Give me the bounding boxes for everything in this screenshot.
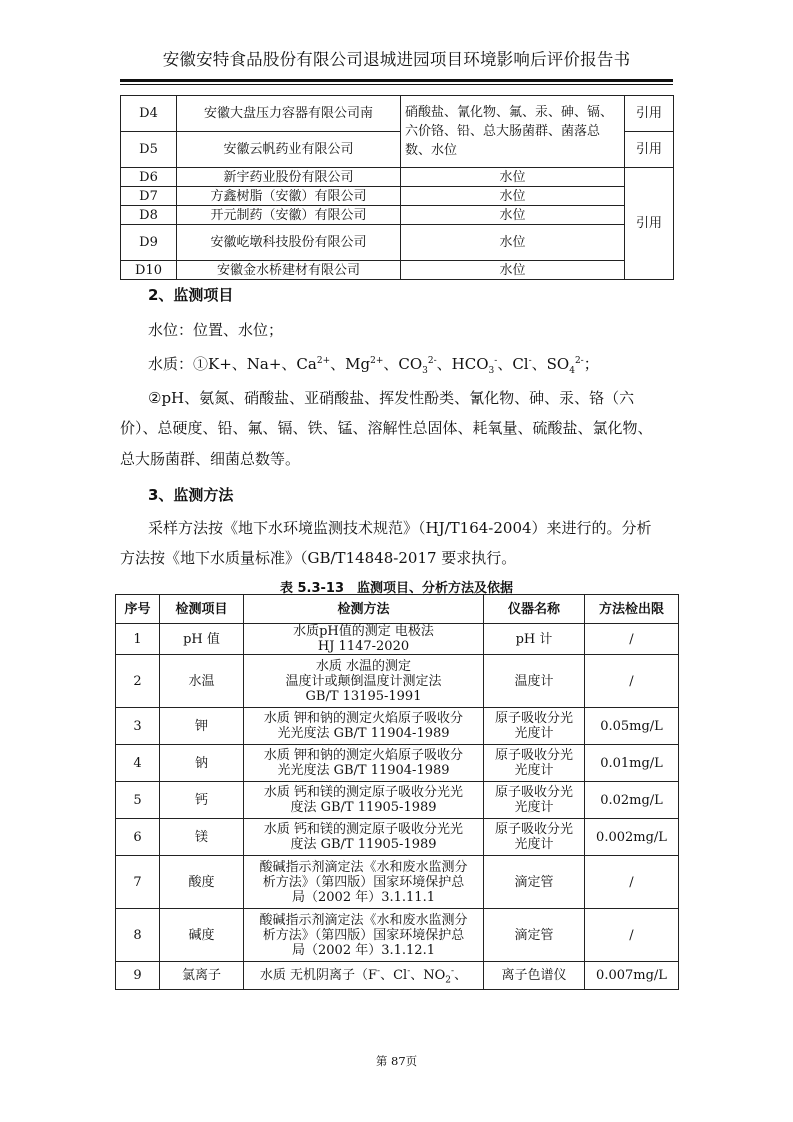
row-no-line: 3 (133, 718, 142, 734)
row-item (160, 745, 244, 782)
row-no (116, 782, 160, 819)
monitoring-points-table (120, 95, 674, 280)
row-method-line: 水质 钾和钠的测定火焰原子吸收分 (263, 748, 464, 763)
row-method-line: 度法 GB/T 11905-1989 (290, 800, 437, 815)
row-no-line: 8 (133, 927, 142, 943)
row-instrument-line: 滴定管 (514, 874, 554, 890)
row-instrument (484, 708, 585, 745)
row-limit (585, 745, 679, 782)
row-no (116, 655, 160, 708)
row-no-line: 6 (133, 829, 142, 845)
table-row (116, 819, 679, 856)
row-method (244, 909, 484, 962)
row-item-line: 碱度 (188, 927, 215, 943)
table-row (116, 782, 679, 819)
row-limit (585, 708, 679, 745)
row-instrument (484, 782, 585, 819)
section-2-line-3b: 价）、总硬度、铅、氟、镉、铁、锰、溶解性总固体、耗氧量、硫酸盐、氯化物、 (120, 419, 653, 437)
table-row (116, 909, 679, 962)
row-instrument-line: 原子吸收分光 (494, 711, 573, 726)
row-method-line: 光光度法 GB/T 11904-1989 (277, 763, 450, 778)
row-limit-line: 0.02mg/L (600, 792, 663, 808)
row-limit-line: / (629, 874, 634, 890)
table-caption: 表 5.3-13 监测项目、分析方法及依据 (279, 581, 514, 596)
row-no (116, 856, 160, 909)
table-row (116, 962, 679, 990)
row-item (160, 909, 244, 962)
table-header-row (116, 595, 679, 624)
point-id: D5 (121, 132, 177, 168)
row-method (244, 708, 484, 745)
row-method-line: 水质 钙和镁的测定原子吸收分光光 (263, 822, 464, 837)
row-instrument (484, 655, 585, 708)
header-rule-thick (120, 79, 673, 82)
row-instrument-line: 原子吸收分光 (494, 822, 573, 837)
point-name: 安徽大盘压力容器有限公司南 (177, 96, 401, 132)
point-id: D7 (121, 187, 177, 206)
point-name: 方鑫树脂（安徽）有限公司 (177, 187, 401, 206)
row-limit (585, 819, 679, 856)
row-instrument-line: 光度计 (514, 726, 554, 741)
table-row (121, 261, 674, 280)
table-row (116, 655, 679, 708)
row-no (116, 909, 160, 962)
data-source: 引用 (625, 132, 674, 168)
point-name: 安徽金水桥建材有限公司 (177, 261, 401, 280)
row-method-line: 酸碱指示剂滴定法《水和废水监测分 (259, 859, 468, 875)
row-item-line: 钙 (194, 792, 208, 808)
row-limit-line: / (629, 673, 634, 689)
monitoring-items: 水位 (401, 261, 625, 280)
row-item (160, 856, 244, 909)
methods-table (115, 594, 679, 990)
table-row (121, 187, 674, 206)
row-method-line: 水质pH值的测定 电极法 (293, 624, 434, 639)
section-3-line-2: 方法按《地下水质量标准》（GB/T14848-2017 要求执行。 (120, 549, 517, 567)
row-instrument-line: 温度计 (514, 673, 554, 689)
row-method: 水质 无机阴离子（F-、Cl-、$NO_2^-$、 (244, 962, 484, 990)
row-method-line: 水质 钾和钠的测定火焰原子吸收分 (263, 711, 464, 726)
row-no-line: 4 (133, 755, 142, 771)
page-number: 第 87页 (375, 1054, 418, 1068)
row-instrument (484, 856, 585, 909)
row-instrument (484, 745, 585, 782)
table-row (121, 96, 674, 132)
row-limit (585, 655, 679, 708)
section-2-line-2: 水质：①K+、Na+、$Ca^{2+}$、$Mg^{2+}$、$CO_3^{2-}$、$HCO_3^-$、Cl-、$SO_4^{2-}$； (148, 355, 599, 376)
header-method: 检测方法 (244, 595, 484, 624)
row-no: 9 (116, 962, 160, 990)
table-row (116, 745, 679, 782)
row-method-line: 光光度法 GB/T 11904-1989 (277, 726, 450, 741)
table-row (116, 856, 679, 909)
section-3-line-1: 采样方法按《地下水环境监测技术规范》（HJ/T164-2004）来进行的。分析 (148, 519, 652, 537)
table-row (116, 708, 679, 745)
row-method-line: GB/T 13195-1991 (305, 688, 422, 704)
row-instrument-line: pH 计 (515, 631, 553, 647)
header-limit: 方法检出限 (585, 595, 679, 624)
point-id: D10 (121, 261, 177, 280)
row-method-line: HJ 1147-2020 (317, 639, 410, 654)
table-row (121, 225, 674, 261)
row-instrument-line: 原子吸收分光 (494, 748, 573, 763)
row-instrument (484, 819, 585, 856)
row-method (244, 856, 484, 909)
point-name: 开元制药（安徽）有限公司 (177, 206, 401, 225)
row-item-line: 钾 (194, 718, 208, 734)
row-no-line: 7 (133, 874, 142, 890)
point-name: 安徽屹墩科技股份有限公司 (177, 225, 401, 261)
row-limit-line: / (629, 927, 634, 943)
row-no (116, 624, 160, 655)
row-limit-line: / (629, 631, 634, 647)
row-method-line: 水质 水温的测定 (315, 658, 412, 674)
row-limit (585, 782, 679, 819)
table-row (121, 206, 674, 225)
monitoring-items-merged: 硝酸盐、氰化物、氟、汞、砷、镉、六价铬、铅、总大肠菌群、菌落总数、水位 (401, 96, 625, 168)
point-name: 新宇药业股份有限公司 (177, 168, 401, 187)
row-no-line: 1 (133, 631, 142, 647)
row-item-line: 酸度 (188, 874, 215, 890)
header-item: 检测项目 (160, 595, 244, 624)
row-limit (585, 856, 679, 909)
row-item-line: pH 值 (183, 631, 220, 647)
monitoring-items: 水位 (401, 206, 625, 225)
point-id: D4 (121, 96, 177, 132)
row-method-line: 局（2002 年）3.1.12.1 (292, 942, 435, 958)
row-method-line: 析方法》（第四版）国家环境保护总 (262, 927, 465, 943)
point-name: 安徽云帆药业有限公司 (177, 132, 401, 168)
row-item-line: 水温 (188, 673, 215, 689)
section-2-line-1: 水位：位置、水位； (148, 321, 284, 339)
row-instrument (484, 624, 585, 655)
header-rule-thin (120, 84, 673, 85)
row-no (116, 708, 160, 745)
row-item (160, 819, 244, 856)
table-row (121, 168, 674, 187)
table-row (116, 624, 679, 655)
row-method (244, 819, 484, 856)
section-3-heading: 3、监测方法 (148, 486, 234, 504)
row-method-line: 度法 GB/T 11905-1989 (290, 837, 437, 852)
row-instrument-line: 滴定管 (514, 927, 554, 943)
row-item-line: 钠 (194, 755, 208, 771)
row-method-line: 局（2002 年）3.1.11.1 (292, 889, 435, 905)
row-instrument-line: 光度计 (514, 763, 554, 778)
point-id: D6 (121, 168, 177, 187)
row-limit-line: 0.05mg/L (600, 718, 663, 734)
row-instrument-line: 原子吸收分光 (494, 785, 573, 800)
row-item (160, 624, 244, 655)
row-instrument (484, 909, 585, 962)
monitoring-items: 水位 (401, 168, 625, 187)
row-method-line: 水质 钙和镁的测定原子吸收分光光 (263, 785, 464, 800)
section-2-line-3c: 总大肠菌群、细菌总数等。 (120, 450, 301, 468)
row-limit (585, 909, 679, 962)
point-id: D9 (121, 225, 177, 261)
row-instrument-line: 光度计 (514, 800, 554, 815)
row-method (244, 655, 484, 708)
row-no (116, 819, 160, 856)
row-method-line: 温度计或颠倒温度计测定法 (285, 673, 442, 689)
row-limit-line: 0.01mg/L (600, 755, 663, 771)
data-source-merged: 引用 (625, 168, 674, 280)
row-item: 氯离子 (160, 962, 244, 990)
header-no: 序号 (116, 595, 160, 624)
row-method (244, 624, 484, 655)
row-method-line: 析方法》（第四版）国家环境保护总 (262, 874, 465, 890)
data-source: 引用 (625, 96, 674, 132)
row-no-line: 5 (133, 792, 142, 808)
row-instrument-line: 光度计 (514, 837, 554, 852)
row-limit-line: 0.002mg/L (596, 829, 667, 845)
row-method (244, 782, 484, 819)
page-header-title: 安徽安特食品股份有限公司退城进园项目环境影响后评价报告书 (162, 50, 631, 69)
header-instrument: 仪器名称 (484, 595, 585, 624)
row-item (160, 655, 244, 708)
row-no (116, 745, 160, 782)
section-2-line-3a: ②pH、氨氮、硝酸盐、亚硝酸盐、挥发性酚类、氰化物、砷、汞、铬（六 (148, 389, 635, 407)
row-item-line: 镁 (194, 829, 208, 845)
row-no-line: 2 (133, 673, 142, 689)
row-method (244, 745, 484, 782)
point-id: D8 (121, 206, 177, 225)
row-method-line: 酸碱指示剂滴定法《水和废水监测分 (259, 912, 468, 928)
section-2-heading: 2、监测项目 (148, 286, 234, 304)
row-instrument: 离子色谱仪 (484, 962, 585, 990)
monitoring-items: 水位 (401, 187, 625, 206)
row-item (160, 708, 244, 745)
monitoring-items: 水位 (401, 225, 625, 261)
row-limit (585, 624, 679, 655)
row-limit: 0.007mg/L (585, 962, 679, 990)
row-item (160, 782, 244, 819)
